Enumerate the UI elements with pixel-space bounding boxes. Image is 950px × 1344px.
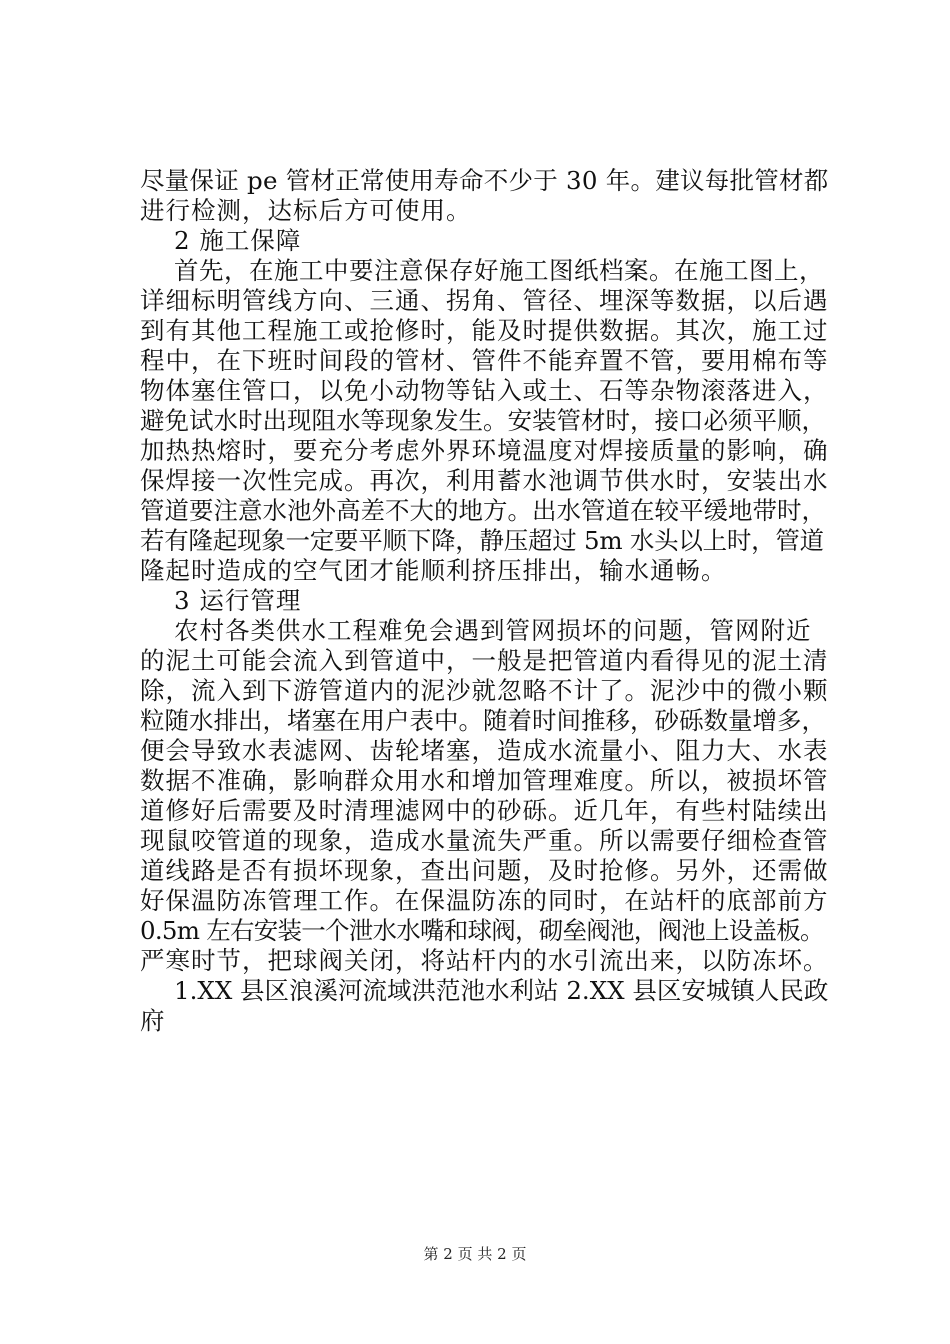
text-line: 管道要注意水池外高差不大的地方。出水管道在较平缓地带时， <box>140 496 826 525</box>
text-line: 加热热熔时，要充分考虑外界环境温度对焊接质量的影响，确 <box>140 436 829 465</box>
text-line: 府 <box>140 1006 166 1035</box>
text-line: 进行检测，达标后方可使用。 <box>140 196 472 225</box>
text-line: 除，流入到下游管道内的泥沙就忽略不计了。泥沙中的微小颗 <box>140 676 829 705</box>
text-line: 详细标明管线方向、三通、拐角、管径、埋深等数据，以后遇 <box>140 286 829 315</box>
text-line: 尽量保证 pe 管材正常使用寿命不少于 30 年。建议每批管材都 <box>140 166 829 195</box>
text-line: 严寒时节，把球阀关闭，将站杆内的水引流出来，以防冻坏。 <box>140 946 829 975</box>
text-line: 的泥土可能会流入到管道中，一般是把管道内看得见的泥土清 <box>140 646 829 675</box>
text-line: 现鼠咬管道的现象，造成水量流失严重。所以需要仔细检查管 <box>140 826 829 855</box>
text-line: 隆起时造成的空气团才能顺利挤压排出，输水通畅。 <box>140 556 727 585</box>
section-heading: 3 运行管理 <box>174 586 302 615</box>
text-line: 若有隆起现象一定要平顺下降，静压超过 5m 水头以上时，管道 <box>140 526 824 555</box>
text-line: 农村各类供水工程难免会遇到管网损坏的问题，管网附近 <box>174 616 812 645</box>
text-line: 好保温防冻管理工作。在保温防冻的同时，在站杆的底部前方 <box>140 886 829 915</box>
text-line: 程中，在下班时间段的管材、管件不能弃置不管，要用棉布等 <box>140 346 829 375</box>
page-footer: 第 2 页 共 2 页 <box>423 1245 527 1263</box>
text-line: 便会导致水表滤网、齿轮堵塞，造成水流量小、阻力大、水表 <box>140 736 829 765</box>
section-heading: 2 施工保障 <box>174 226 302 255</box>
text-line: 物体塞住管口，以免小动物等钻入或土、石等杂物滚落进入， <box>140 376 829 405</box>
text-line: 0.5m 左右安装一个泄水水嘴和球阀，砌垒阀池，阀池上设盖板。 <box>140 916 824 945</box>
text-line: 首先，在施工中要注意保存好施工图纸档案。在施工图上， <box>174 256 824 285</box>
text-line: 粒随水排出，堵塞在用户表中。随着时间推移，砂砾数量增多， <box>140 706 826 735</box>
text-line: 道线路是否有损坏现象，查出问题，及时抢修。另外，还需做 <box>140 856 829 885</box>
text-line: 避免试水时出现阻水等现象发生。安装管材时，接口必须平顺， <box>140 406 826 435</box>
text-line: 道修好后需要及时清理滤网中的砂砾。近几年，有些村陆续出 <box>140 796 829 825</box>
text-line: 保焊接一次性完成。再次，利用蓄水池调节供水时，安装出水 <box>140 466 829 495</box>
text-line: 数据不准确，影响群众用水和增加管理难度。所以，被损坏管 <box>140 766 829 795</box>
document-body <box>140 166 830 1036</box>
text-line: 1.XX 县区浪溪河流域洪范池水利站 2.XX 县区安城镇人民政 <box>174 976 829 1005</box>
text-line: 到有其他工程施工或抢修时，能及时提供数据。其次，施工过 <box>140 316 829 345</box>
